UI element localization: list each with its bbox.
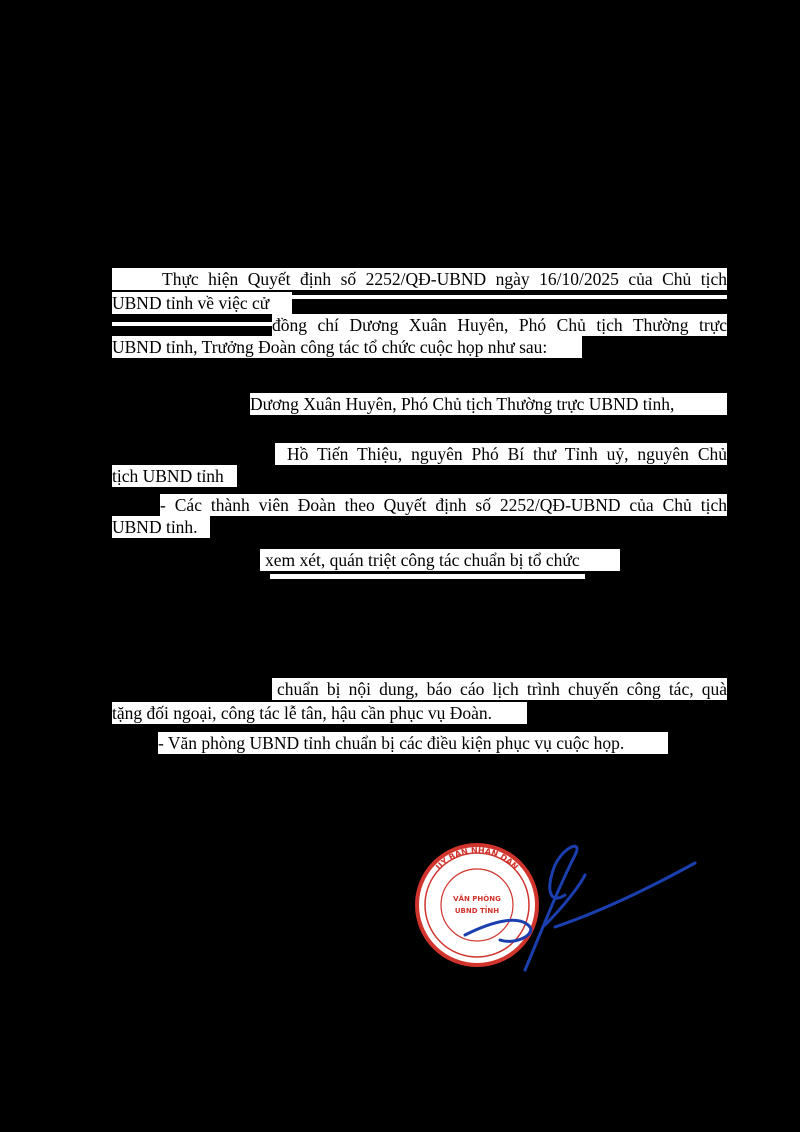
svg-text:UBND TỈNH: UBND TỈNH xyxy=(454,907,500,915)
svg-text:ỦY BAN NHÂN DÂN: ỦY BAN NHÂN DÂN xyxy=(434,845,520,872)
redaction-block xyxy=(270,574,585,579)
para5-line1: xem xét, quán triệt công tác chuẩn bị tổ chức xyxy=(260,549,620,571)
svg-text:VĂN PHÒNG: VĂN PHÒNG xyxy=(453,895,501,903)
official-seal xyxy=(417,845,537,965)
para1-line4: UBND tỉnh, Trưởng Đoàn công tác tổ chức cuộc họp như sau: xyxy=(112,336,582,358)
para6-line2: tặng đối ngoại, công tác lễ tân, hậu cần phục vụ Đoàn. xyxy=(112,702,527,724)
para3-line2: tịch UBND tỉnh xyxy=(112,465,237,487)
redaction-block xyxy=(292,295,727,299)
para4-line2: UBND tỉnh. xyxy=(112,516,210,538)
para3-line1: Hồ Tiến Thiệu, nguyên Phó Bí thư Tỉnh uỷ, nguyên Chủ xyxy=(275,443,727,465)
para1-line1: Thực hiện Quyết định số 2252/QĐ-UBND ngày 16/10/2025 của Chủ tịch xyxy=(112,268,727,290)
seal-and-signature xyxy=(405,835,705,980)
para7-line1: - Văn phòng UBND tỉnh chuẩn bị các điều kiện phục vụ cuộc họp. xyxy=(158,732,668,754)
para2-line1: Dương Xuân Huyên, Phó Chủ tịch Thường trực UBND tỉnh, xyxy=(250,393,727,415)
para6-line1: chuẩn bị nội dung, báo cáo lịch trình chuyến công tác, quà xyxy=(272,678,727,700)
para1-line3: đồng chí Dương Xuân Huyên, Phó Chủ tịch Thường trực xyxy=(272,315,727,335)
para1-line2: UBND tỉnh về việc cử xyxy=(112,292,292,314)
para4-line1: - Các thành viên Đoàn theo Quyết định số 2252/QĐ-UBND của Chủ tịch xyxy=(160,495,727,515)
redaction-block xyxy=(112,322,272,326)
